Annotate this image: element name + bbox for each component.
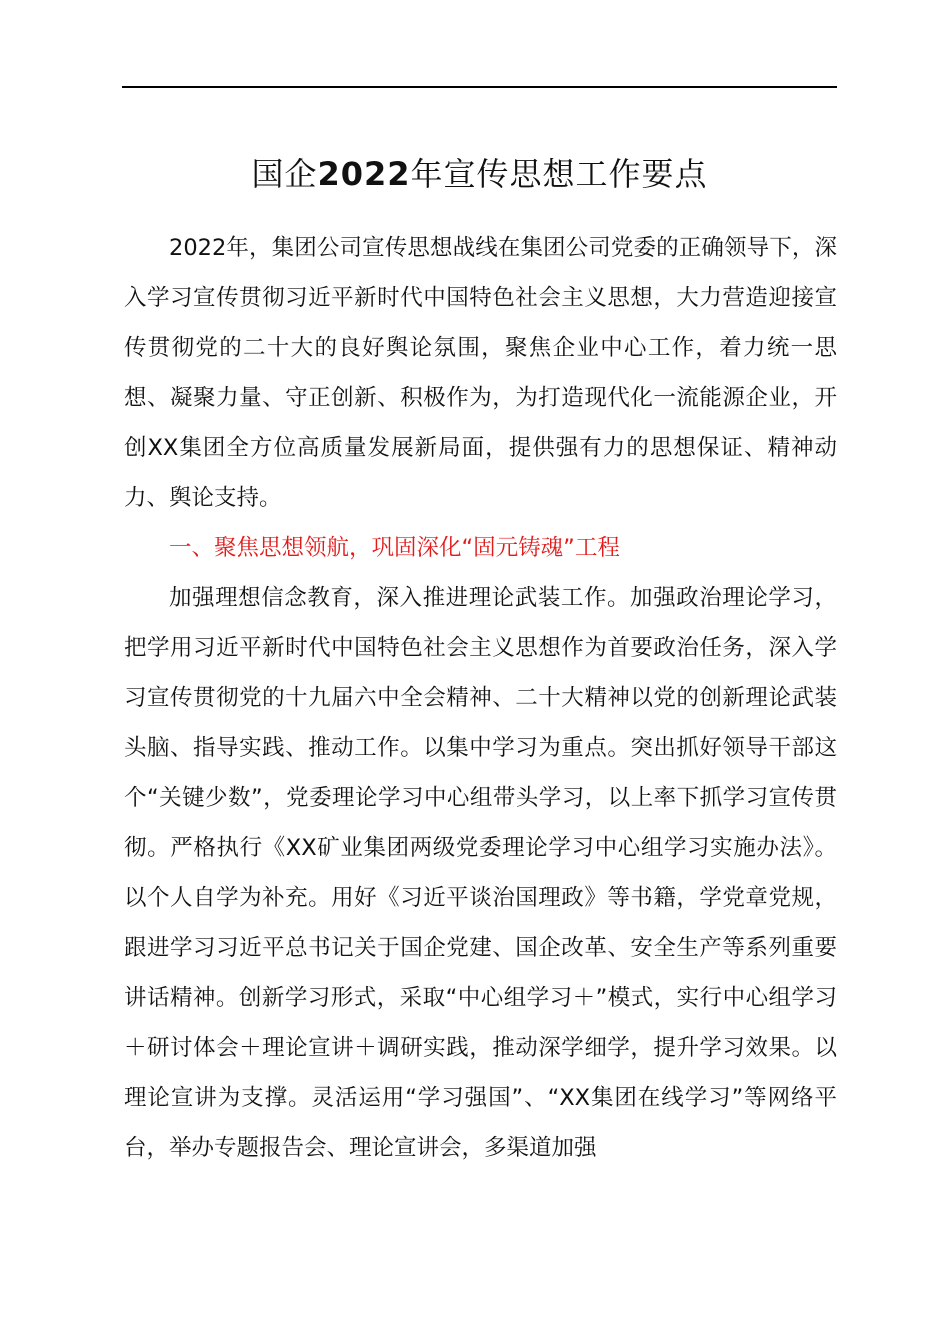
page-title: [122, 148, 837, 200]
title-year: 2022: [317, 155, 411, 193]
section-heading: 一、聚焦思想领航，巩固深化“固元铸魂”工程: [169, 535, 620, 561]
section-paragraph: 加强理想信念教育，深入推进理论武装工作。加强政治理论学习，把学用习近平新时代中国特色社会主义思想作为首要政治任务，深入学习宣传贯彻党的十九届六中全会精神、二十大精神以党的创新理论武装头脑、指导实践、推动工作。以集中学习为重点。突出抓好领导干部这个“关键少数”，党委理论学习中心组带头学习，以上率下抓学习宣传贯彻。严格执行《XX矿业集团两级党委理论学习中心组学习实施办法》。以个人自学为补充。用好《习近平谈治国理政》等书籍，学党章党规，跟进学习习近平总书记关于国企党建、国企改革、安全生产等系列重要讲话精神。创新学习形式，采取“中心组学习＋”模式，实行中心组学习＋研讨体会＋理论宣讲＋调研实践，推动深学细学，提升学习效果。以理论宣讲为支撑。灵活运用“学习强国”、“XX集团在线学习”等网络平台，举办专题报告会、理论宣讲会，多渠道加强: [124, 585, 837, 1161]
header-rule: [122, 86, 837, 88]
document-body: [124, 223, 837, 1173]
title-prefix: 国企: [251, 155, 318, 193]
intro-paragraph: 2022年，集团公司宣传思想战线在集团公司党委的正确领导下，深入学习宣传贯彻习近平新时代中国特色社会主义思想，大力营造迎接宣传贯彻党的二十大的良好舆论氛围，聚焦企业中心工作，着力统一思想、凝聚力量、守正创新、积极作为，为打造现代化一流能源企业，开创XX集团全方位高质量发展新局面，提供强有力的思想保证、精神动力、舆论支持。: [124, 235, 837, 511]
title-suffix: 年宣传思想工作要点: [410, 155, 708, 193]
